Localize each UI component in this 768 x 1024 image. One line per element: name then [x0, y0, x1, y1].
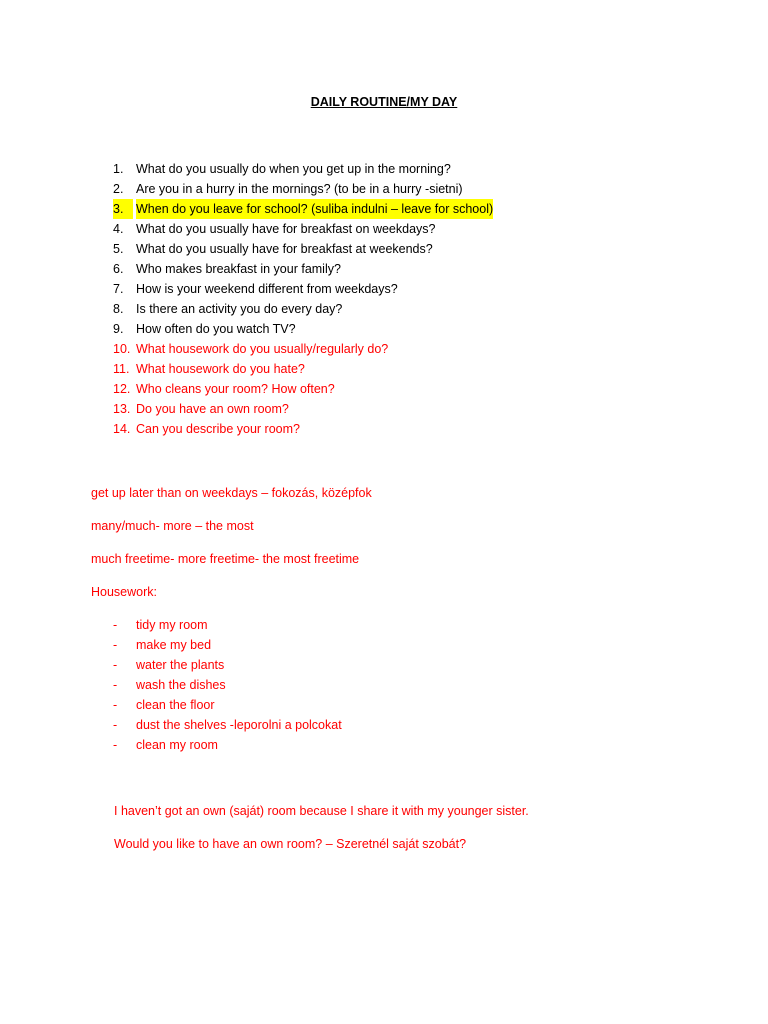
question-item: [0, 179, 768, 199]
housework-item: [0, 615, 768, 635]
question-number: 4.: [113, 222, 124, 236]
housework-text: clean the floor: [136, 698, 215, 712]
bullet-dash: -: [113, 638, 118, 652]
question-number: 14.: [113, 422, 131, 436]
housework-item: [0, 695, 768, 715]
housework-list: [0, 615, 768, 755]
question-text: What housework do you hate?: [136, 362, 305, 376]
questions-list: [0, 159, 768, 439]
paragraph-question: Would you like to have an own room? – Szeretnél saját szobát?: [114, 837, 467, 851]
housework-text: tidy my room: [136, 618, 208, 632]
question-item: [0, 259, 768, 279]
housework-heading: Housework:: [91, 585, 157, 599]
question-number: 3.: [113, 199, 133, 219]
housework-text: wash the dishes: [136, 678, 226, 692]
question-item: [0, 359, 768, 379]
bullet-dash: -: [113, 718, 118, 732]
question-text: How often do you watch TV?: [136, 322, 296, 336]
question-text: What housework do you usually/regularly do?: [136, 342, 389, 356]
question-text: How is your weekend different from weekdays?: [136, 282, 398, 296]
question-number: 12.: [113, 382, 131, 396]
question-item: [0, 299, 768, 319]
bullet-dash: -: [113, 698, 118, 712]
question-number: 5.: [113, 242, 124, 256]
question-text: Can you describe your room?: [136, 422, 300, 436]
bullet-dash: -: [113, 618, 118, 632]
question-text: Are you in a hurry in the mornings? (to be in a hurry -sietni): [136, 182, 463, 196]
housework-text: make my bed: [136, 638, 212, 652]
question-item: [0, 219, 768, 239]
bullet-dash: -: [113, 738, 118, 752]
question-number: 10.: [113, 342, 131, 356]
bullet-dash: -: [113, 678, 118, 692]
housework-item: [0, 635, 768, 655]
question-item: [0, 419, 768, 439]
question-text: What do you usually have for breakfast at weekends?: [136, 242, 433, 256]
question-number: 11.: [113, 362, 130, 376]
paragraph-own-room: I haven’t got an own (saját) room because I share it with my younger sister.: [114, 804, 529, 818]
question-text: Who cleans your room? How often?: [136, 382, 335, 396]
question-item: [0, 159, 768, 179]
question-item: [0, 239, 768, 259]
question-item-highlighted: [0, 199, 768, 219]
note-comparative: get up later than on weekdays – fokozás, középfok: [91, 486, 372, 500]
housework-text: dust the shelves -leporolni a polcokat: [136, 718, 342, 732]
note-many-much: many/much- more – the most: [91, 519, 254, 533]
bullet-dash: -: [113, 658, 118, 672]
document-title: DAILY ROUTINE/MY DAY: [310, 95, 458, 109]
housework-text: water the plants: [136, 658, 225, 672]
question-item: [0, 379, 768, 399]
note-freetime: much freetime- more freetime- the most freetime: [91, 552, 360, 566]
question-item: [0, 279, 768, 299]
question-text: What do you usually have for breakfast on weekdays?: [136, 222, 436, 236]
question-number: 9.: [113, 322, 124, 336]
question-text: Is there an activity you do every day?: [136, 302, 343, 316]
question-number: 1.: [113, 162, 124, 176]
question-item: [0, 339, 768, 359]
question-number: 2.: [113, 182, 124, 196]
housework-item: [0, 715, 768, 735]
question-number: 13.: [113, 402, 131, 416]
housework-item: [0, 735, 768, 755]
question-number: 8.: [113, 302, 124, 316]
question-number: 6.: [113, 262, 124, 276]
question-item: [0, 399, 768, 419]
question-number: 7.: [113, 282, 124, 296]
question-text: When do you leave for school? (suliba indulni – leave for school): [136, 199, 493, 219]
question-text: What do you usually do when you get up in the morning?: [136, 162, 451, 176]
housework-item: [0, 655, 768, 675]
housework-text: clean my room: [136, 738, 218, 752]
question-text: Who makes breakfast in your family?: [136, 262, 341, 276]
question-item: [0, 319, 768, 339]
housework-item: [0, 675, 768, 695]
question-text: Do you have an own room?: [136, 402, 289, 416]
